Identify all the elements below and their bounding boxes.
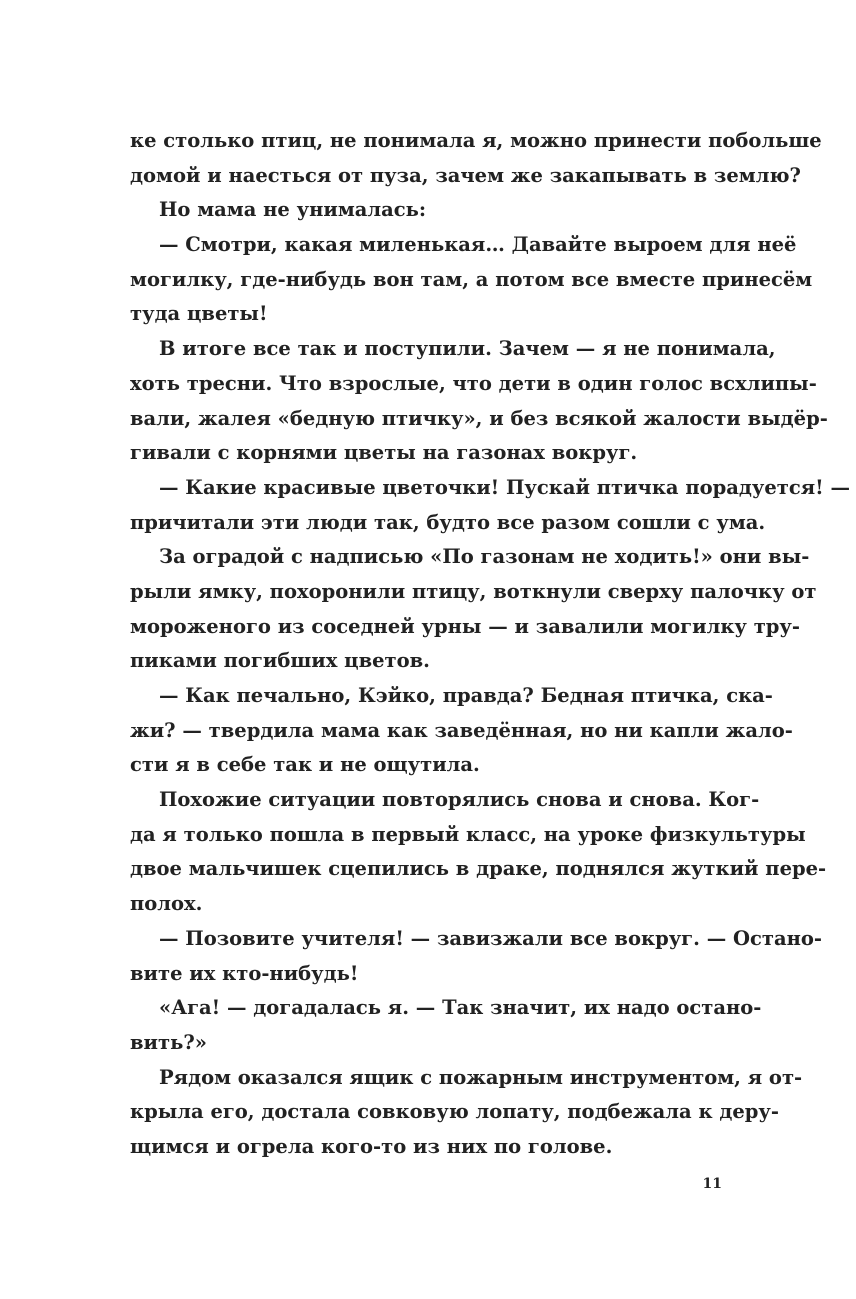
text-line: домой и наесться от пуза, зачем же закапывать в землю? (130, 163, 801, 187)
text-line: могилку, где-нибудь вон там, а потом все вместе принесём (130, 267, 813, 291)
text-line: — Позовите учителя! — завизжали все вокруг. — Остано- (159, 926, 822, 950)
text-line: — Смотри, какая миленькая… Давайте выроем для неё (159, 233, 797, 257)
text-line: мороженого из соседней урны — и завалили могилку тру- (130, 614, 800, 638)
text-line: хоть тресни. Что взрослые, что дети в один голос всхлипы- (130, 371, 817, 395)
text-line: рыли ямку, похоронили птицу, воткнули сверху палочку от (130, 579, 817, 603)
text-line: да я только пошла в первый класс, на уроке физкультуры (130, 822, 806, 846)
text-line: вали, жалея «бедную птичку», и без всякой жалости выдёр- (130, 406, 828, 430)
text-line: гивали с корнями цветы на газонах вокруг. (130, 441, 638, 465)
text-line: крыла его, достала совковую лопату, подбежала к деру- (130, 1100, 779, 1124)
text-line: За оградой с надписью «По газонам не ходить!» они вы- (159, 545, 810, 569)
text-line: Но мама не унималась: (159, 198, 427, 222)
text-line: ке столько птиц, не понимала я, можно принести побольше (130, 129, 822, 152)
text-line: жи? — твердила мама как заведённая, но ни капли жало- (130, 718, 793, 742)
text-line: — Как печально, Кэйко, правда? Бедная птичка, ска- (159, 684, 773, 707)
text-line: «Ага! — догадалась я. — Так значит, их надо остано- (159, 996, 762, 1020)
text-line: Рядом оказался ящик с пожарным инструментом, я от- (159, 1065, 803, 1089)
text-line: Похожие ситуации повторялись снова и снова. Ког- (159, 788, 760, 812)
text-line: вить?» (130, 1030, 207, 1054)
text-line: щимся и огрела кого-то из них по голове. (130, 1134, 613, 1158)
body-text (130, 124, 850, 1165)
text-line: В итоге все так и поступили. Зачем — я не понимала, (159, 337, 776, 361)
text-line: двое мальчишек сцепились в драке, поднялся жуткий пере- (130, 857, 827, 881)
text-line: полох. (130, 892, 203, 916)
text-line: сти я в себе так и не ощутила. (130, 753, 480, 777)
text-line: вите их кто-нибудь! (130, 961, 359, 985)
text-line: пиками погибших цветов. (130, 649, 430, 673)
text-line: туда цветы! (130, 302, 268, 326)
text-line: — Какие красивые цветочки! Пускай птичка порадуется! — (159, 475, 850, 499)
page-number: 11 (702, 1176, 722, 1192)
text-line: причитали эти люди так, будто все разом сошли с ума. (130, 510, 766, 534)
